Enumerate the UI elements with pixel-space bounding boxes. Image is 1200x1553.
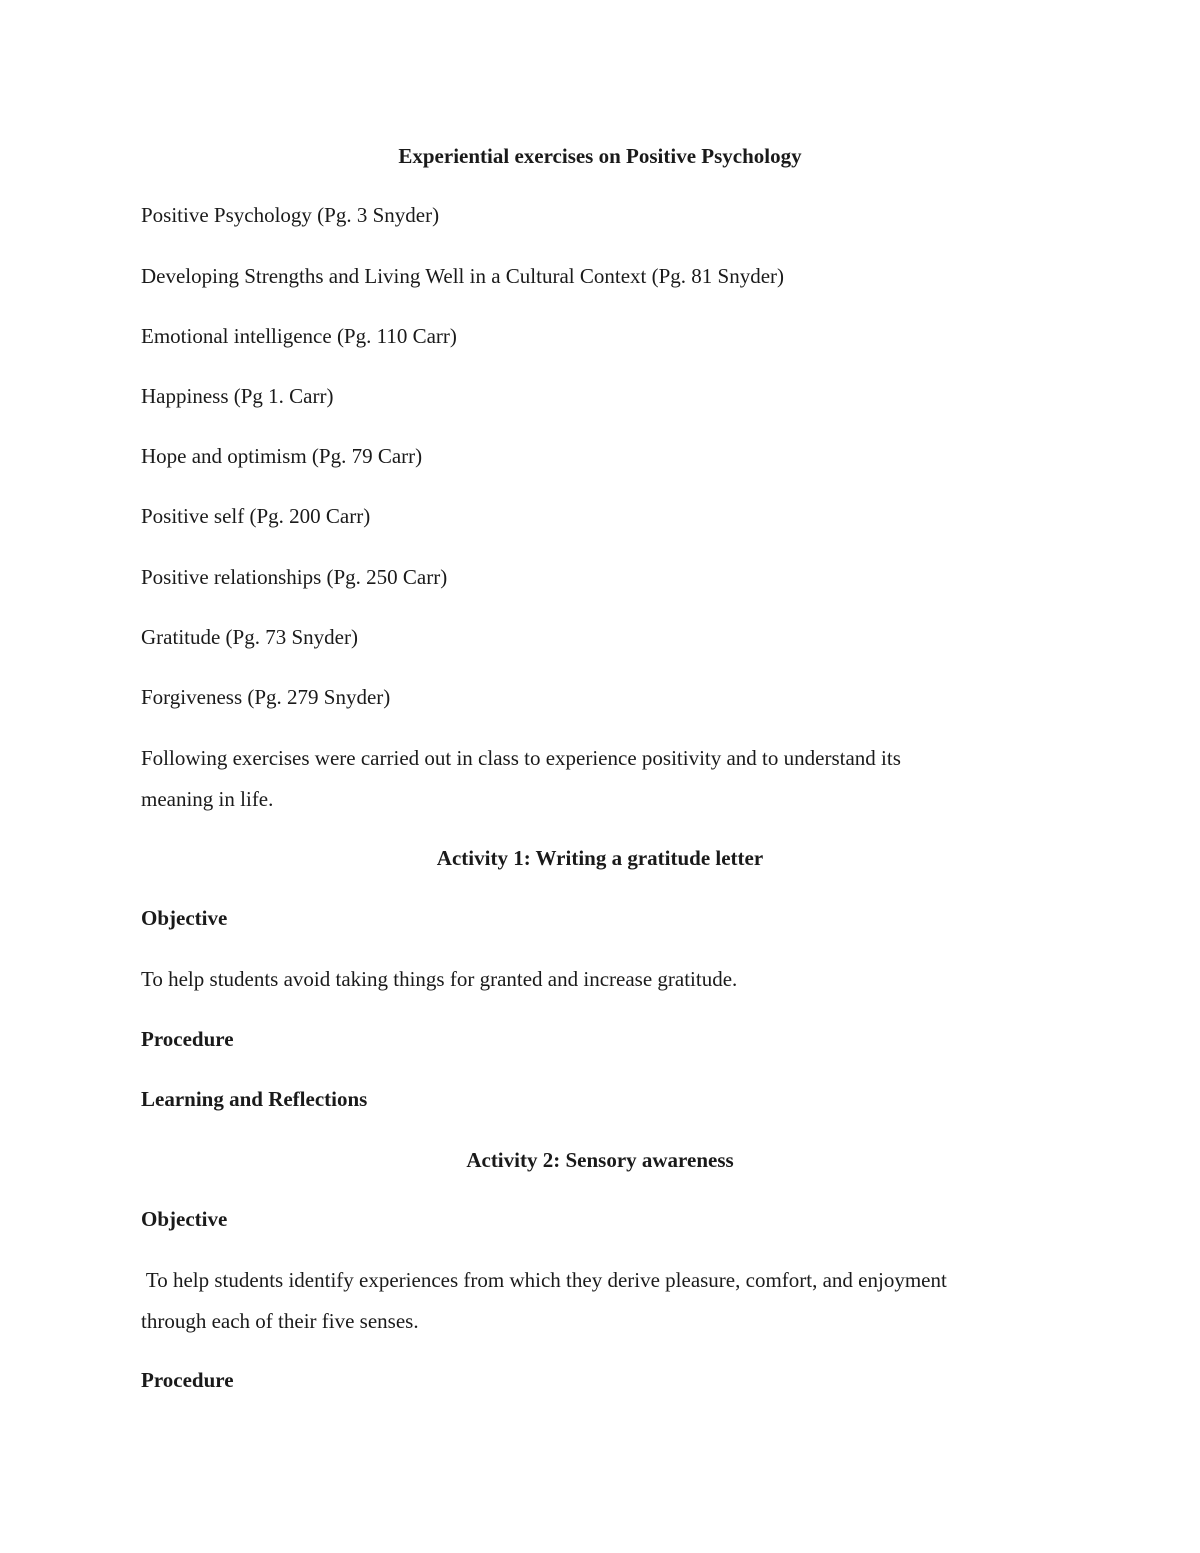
activity-2-procedure-heading: Procedure [141,1368,234,1392]
activity-1-objective-text: To help students avoid taking things for granted and increase gratitude. [141,967,738,991]
topic-item: Hope and optimism (Pg. 79 Carr) [141,444,423,468]
activity-1-objective-heading: Objective [141,906,228,930]
intro-line-2: meaning in life. [141,787,274,811]
activity-2-objective-line-1: To help students identify experiences from which they derive pleasure, comfort, and enjoyment [141,1268,947,1292]
topic-item: Positive self (Pg. 200 Carr) [141,504,371,528]
topic-item: Developing Strengths and Living Well in a Cultural Context (Pg. 81 Snyder) [141,264,785,288]
document-title: Experiential exercises on Positive Psychology [398,144,802,168]
topic-item: Forgiveness (Pg. 279 Snyder) [141,685,391,709]
intro-line-1: Following exercises were carried out in class to experience positivity and to understand its [141,746,901,770]
activity-1-title: Activity 1: Writing a gratitude letter [436,846,764,870]
topic-item: Positive relationships (Pg. 250 Carr) [141,565,448,589]
topic-item: Happiness (Pg 1. Carr) [141,384,334,408]
activity-1-procedure-heading: Procedure [141,1027,234,1051]
activity-2-objective-line-2: through each of their five senses. [141,1309,419,1333]
activity-2-objective-heading: Objective [141,1207,228,1231]
topic-item: Positive Psychology (Pg. 3 Snyder) [141,203,440,227]
activity-2-title: Activity 2: Sensory awareness [466,1148,734,1172]
topic-item: Emotional intelligence (Pg. 110 Carr) [141,324,457,348]
activity-1-learning-heading: Learning and Reflections [141,1087,368,1111]
topic-item: Gratitude (Pg. 73 Snyder) [141,625,358,649]
